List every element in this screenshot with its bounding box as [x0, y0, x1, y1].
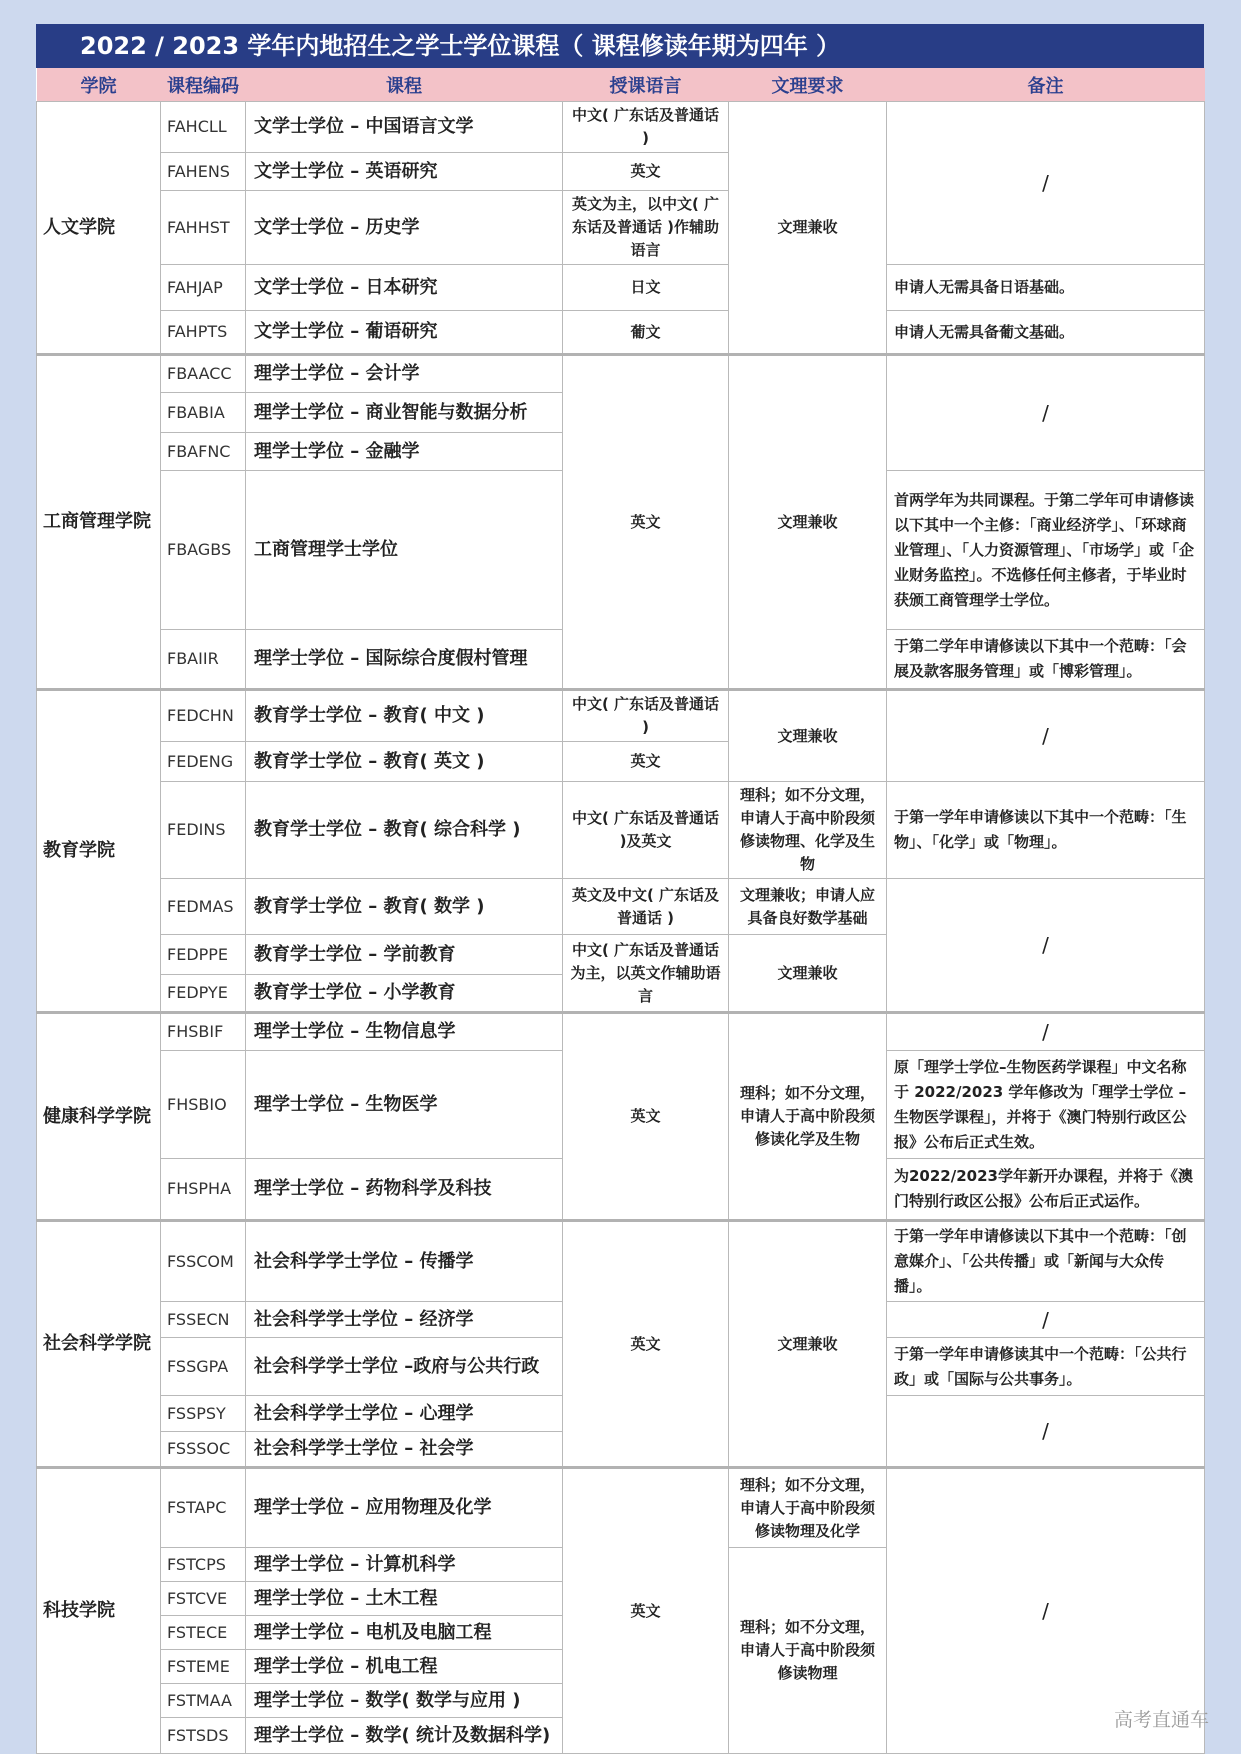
- course-code: FEDPYE: [161, 975, 246, 1013]
- table-row: [37, 1013, 1205, 1051]
- remark: /: [887, 1468, 1205, 1754]
- remark: /: [887, 1302, 1205, 1338]
- course-name: 理学士学位 – 数学( 统计及数据科学): [246, 1718, 563, 1754]
- course-name: 文学士学位 – 葡语研究: [246, 311, 563, 355]
- remark: 于第二学年申请修读以下其中一个范畴：「会展及款客服务管理」或「博彩管理」。: [887, 630, 1205, 690]
- course-name: 理学士学位 – 土木工程: [246, 1582, 563, 1616]
- table-row: [37, 1468, 1205, 1548]
- program-document: [36, 24, 1204, 1754]
- school-name: 人文学院: [37, 102, 161, 355]
- requirement: 文理兼收: [729, 102, 887, 355]
- course-name: 文学士学位 – 历史学: [246, 191, 563, 265]
- course-code: FEDINS: [161, 782, 246, 879]
- course-code: FBAACC: [161, 355, 246, 393]
- requirement: 理科；如不分文理，申请人于高中阶段须修读物理、化学及生物: [729, 782, 887, 879]
- remark: 申请人无需具备葡文基础。: [887, 311, 1205, 355]
- requirement: 理科；如不分文理，申请人于高中阶段须修读物理: [729, 1548, 887, 1754]
- course-name: 理学士学位 – 计算机科学: [246, 1548, 563, 1582]
- course-code: FHSBIO: [161, 1051, 246, 1159]
- remark: 于第一学年申请修读以下其中一个范畴：「创意媒介」、「公共传播」或「新闻与大众传播」。: [887, 1221, 1205, 1302]
- course-name: 教育学士学位 – 教育( 数学 ): [246, 879, 563, 935]
- requirement: 文理兼收: [729, 1221, 887, 1468]
- course-name: 社会科学学士学位 – 社会学: [246, 1432, 563, 1468]
- header-course: 课程: [246, 68, 563, 102]
- course-name: 教育学士学位 – 教育( 英文 ): [246, 742, 563, 782]
- remark: 原「理学士学位–生物医药学课程」中文名称于 2022/2023 学年修改为「理学士学位 – 生物医学课程」，并将于《澳门特别行政区公报》公布后正式生效。: [887, 1051, 1205, 1159]
- course-name: 理学士学位 – 应用物理及化学: [246, 1468, 563, 1548]
- teaching-language: 中文( 广东话及普通话为主，以英文作辅助语言: [563, 935, 729, 1013]
- course-code: FEDMAS: [161, 879, 246, 935]
- table-row: [37, 265, 1205, 311]
- requirement: 理科；如不分文理，申请人于高中阶段须修读化学及生物: [729, 1013, 887, 1221]
- teaching-language: 中文( 广东话及普通话 ): [563, 102, 729, 153]
- course-name: 教育学士学位 – 小学教育: [246, 975, 563, 1013]
- teaching-language: 英文: [563, 1221, 729, 1468]
- course-name: 工商管理学士学位: [246, 471, 563, 630]
- table-row: [37, 355, 1205, 393]
- course-name: 理学士学位 – 机电工程: [246, 1650, 563, 1684]
- course-code: FSTMAA: [161, 1684, 246, 1718]
- table-header-row: [37, 68, 1205, 102]
- table-row: [37, 782, 1205, 879]
- header-remarks: 备注: [887, 68, 1205, 102]
- school-name: 健康科学学院: [37, 1013, 161, 1221]
- course-name: 文学士学位 – 日本研究: [246, 265, 563, 311]
- header-school: 学院: [37, 68, 161, 102]
- teaching-language: 中文( 广东话及普通话 )及英文: [563, 782, 729, 879]
- teaching-language: 英文: [563, 153, 729, 191]
- requirement: 文理兼收；申请人应具备良好数学基础: [729, 879, 887, 935]
- course-code: FEDCHN: [161, 690, 246, 742]
- teaching-language: 日文: [563, 265, 729, 311]
- course-name: 社会科学学士学位 –政府与公共行政: [246, 1338, 563, 1396]
- course-code: FSTSDS: [161, 1718, 246, 1754]
- course-code: FBAIIR: [161, 630, 246, 690]
- table-row: [37, 879, 1205, 935]
- requirement: 理科；如不分文理，申请人于高中阶段须修读物理及化学: [729, 1468, 887, 1548]
- remark: /: [887, 1013, 1205, 1051]
- course-code: FHSBIF: [161, 1013, 246, 1051]
- course-code: FSTCPS: [161, 1548, 246, 1582]
- course-code: FSSECN: [161, 1302, 246, 1338]
- course-code: FAHENS: [161, 153, 246, 191]
- school-name: 工商管理学院: [37, 355, 161, 690]
- course-name: 社会科学学士学位 – 心理学: [246, 1396, 563, 1432]
- header-code: 课程编码: [161, 68, 246, 102]
- course-code: FSSCOM: [161, 1221, 246, 1302]
- course-name: 理学士学位 – 国际综合度假村管理: [246, 630, 563, 690]
- remark: /: [887, 1396, 1205, 1468]
- watermark: 高考直通车: [1113, 1709, 1209, 1731]
- school-name: 科技学院: [37, 1468, 161, 1754]
- requirement: 文理兼收: [729, 690, 887, 782]
- requirement: 文理兼收: [729, 935, 887, 1013]
- program-table: [36, 68, 1205, 1754]
- remark: /: [887, 102, 1205, 265]
- header-language: 授课语言: [563, 68, 729, 102]
- remark: 首两学年为共同课程。于第二学年可申请修读以下其中一个主修：「商业经济学」、「环球商业管理」、「人力资源管理」、「市场学」或「企业财务监控」。不选修任何主修者，于毕业时获颁工商管理学士学位。: [887, 471, 1205, 630]
- teaching-language: 英文为主，以中文( 广东话及普通话 )作辅助语言: [563, 191, 729, 265]
- course-code: FEDENG: [161, 742, 246, 782]
- course-code: FHSPHA: [161, 1159, 246, 1221]
- course-name: 理学士学位 – 生物医学: [246, 1051, 563, 1159]
- teaching-language: 英文及中文( 广东话及普通话 ): [563, 879, 729, 935]
- course-code: FSTEME: [161, 1650, 246, 1684]
- table-row: [37, 102, 1205, 153]
- school-name: 社会科学学院: [37, 1221, 161, 1468]
- course-code: FSSGPA: [161, 1338, 246, 1396]
- course-code: FAHHST: [161, 191, 246, 265]
- course-name: 社会科学学士学位 – 传播学: [246, 1221, 563, 1302]
- course-code: FSTECE: [161, 1616, 246, 1650]
- course-name: 文学士学位 – 中国语言文学: [246, 102, 563, 153]
- teaching-language: 英文: [563, 355, 729, 690]
- course-name: 理学士学位 – 会计学: [246, 355, 563, 393]
- course-code: FEDPPE: [161, 935, 246, 975]
- course-name: 理学士学位 – 生物信息学: [246, 1013, 563, 1051]
- course-code: FSSPSY: [161, 1396, 246, 1432]
- course-code: FSTCVE: [161, 1582, 246, 1616]
- table-row: [37, 690, 1205, 742]
- teaching-language: 葡文: [563, 311, 729, 355]
- course-name: 理学士学位 – 电机及电脑工程: [246, 1616, 563, 1650]
- course-name: 教育学士学位 – 学前教育: [246, 935, 563, 975]
- course-name: 社会科学学士学位 – 经济学: [246, 1302, 563, 1338]
- header-requirement: 文理要求: [729, 68, 887, 102]
- remark: 为2022/2023学年新开办课程，并将于《澳门特别行政区公报》公布后正式运作。: [887, 1159, 1205, 1221]
- course-code: FBABIA: [161, 393, 246, 433]
- course-code: FAHCLL: [161, 102, 246, 153]
- table-row: [37, 1221, 1205, 1302]
- course-code: FSSSOC: [161, 1432, 246, 1468]
- course-code: FBAGBS: [161, 471, 246, 630]
- course-code: FBAFNC: [161, 433, 246, 471]
- remark: 于第一学年申请修读其中一个范畴：「公共行政」或「国际与公共事务」。: [887, 1338, 1205, 1396]
- remark: /: [887, 879, 1205, 1013]
- course-name: 教育学士学位 – 教育( 中文 ): [246, 690, 563, 742]
- remark: 于第一学年申请修读以下其中一个范畴：「生物」、「化学」或「物理」。: [887, 782, 1205, 879]
- table-row: [37, 311, 1205, 355]
- remark: /: [887, 355, 1205, 471]
- teaching-language: 英文: [563, 1468, 729, 1754]
- course-code: FAHPTS: [161, 311, 246, 355]
- remark: 申请人无需具备日语基础。: [887, 265, 1205, 311]
- course-code: FSTAPC: [161, 1468, 246, 1548]
- remark: /: [887, 690, 1205, 782]
- course-name: 文学士学位 – 英语研究: [246, 153, 563, 191]
- requirement: 文理兼收: [729, 355, 887, 690]
- course-name: 理学士学位 – 金融学: [246, 433, 563, 471]
- course-name: 理学士学位 – 数学( 数学与应用 ): [246, 1684, 563, 1718]
- course-name: 理学士学位 – 药物科学及科技: [246, 1159, 563, 1221]
- school-name: 教育学院: [37, 690, 161, 1013]
- course-code: FAHJAP: [161, 265, 246, 311]
- course-name: 理学士学位 – 商业智能与数据分析: [246, 393, 563, 433]
- document-title: 2022 / 2023 学年内地招生之学士学位课程（ 课程修读年期为四年 ）: [36, 24, 1204, 68]
- teaching-language: 英文: [563, 742, 729, 782]
- teaching-language: 英文: [563, 1013, 729, 1221]
- course-name: 教育学士学位 – 教育( 综合科学 ): [246, 782, 563, 879]
- teaching-language: 中文( 广东话及普通话 ): [563, 690, 729, 742]
